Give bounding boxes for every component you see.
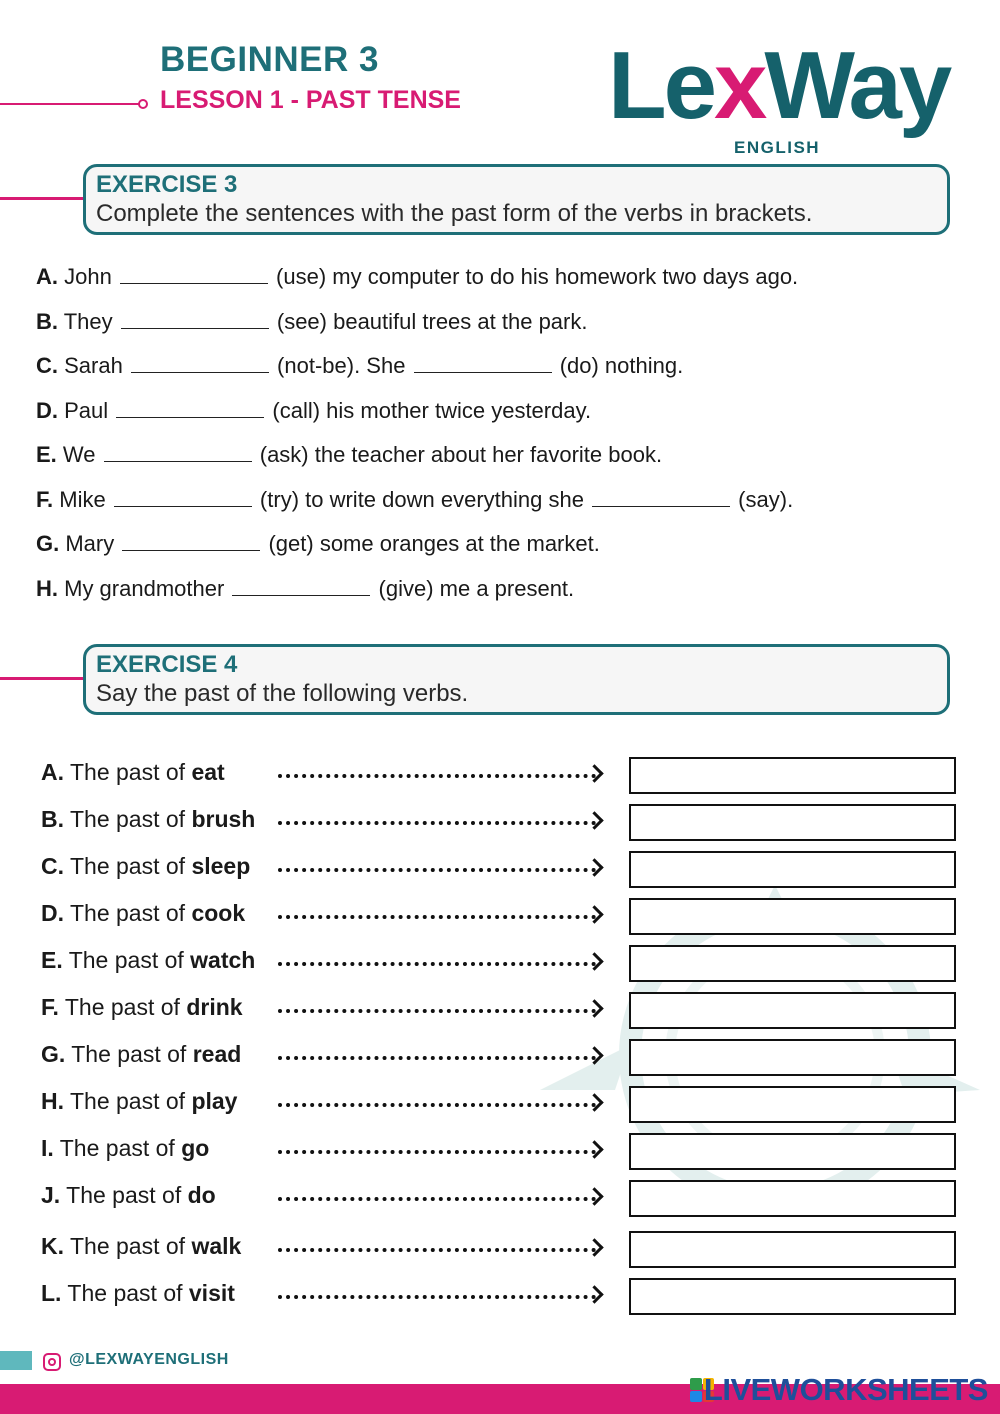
answer-blank[interactable] xyxy=(414,353,552,373)
level-title: BEGINNER 3 xyxy=(160,40,379,79)
arrow-right-icon xyxy=(585,1093,603,1111)
item-text: The past of xyxy=(60,1182,188,1208)
arrow-right-icon xyxy=(585,1238,603,1256)
answer-blank[interactable] xyxy=(116,398,264,418)
answer-blank[interactable] xyxy=(131,353,269,373)
exercise3-sentence xyxy=(36,529,936,574)
lexway-logo xyxy=(608,32,958,157)
sentence-letter: E. xyxy=(36,442,57,467)
dotted-line xyxy=(278,1150,596,1154)
item-text: The past of xyxy=(58,994,187,1020)
item-verb: eat xyxy=(191,759,225,785)
exercise4-label xyxy=(41,806,255,833)
item-text: The past of xyxy=(64,759,192,785)
sentence-text: John xyxy=(58,264,118,289)
answer-input[interactable] xyxy=(629,945,956,982)
logo-text-b: Way xyxy=(764,32,950,139)
item-letter: K. xyxy=(41,1233,64,1259)
answer-blank[interactable] xyxy=(120,264,268,284)
sentence-text: (call) his mother twice yesterday. xyxy=(266,397,592,423)
exercise3-title: EXERCISE 3 xyxy=(96,171,238,198)
item-verb: visit xyxy=(188,1280,235,1306)
arrow-right-icon xyxy=(585,1046,603,1064)
dotted-line xyxy=(278,915,596,919)
item-letter: C. xyxy=(41,853,64,879)
exercise3-accent-line xyxy=(0,197,84,200)
answer-input[interactable] xyxy=(629,898,956,935)
exercise4-instruction: Say the past of the following verbs. xyxy=(96,680,469,707)
exercise4-label xyxy=(41,1280,235,1307)
item-letter: E. xyxy=(41,947,63,973)
answer-input[interactable] xyxy=(629,1180,956,1217)
sentence-text: (see) beautiful trees at the park. xyxy=(270,308,588,334)
sentence-text: Mary xyxy=(59,531,121,556)
exercise4-row xyxy=(0,851,1000,891)
dotted-line xyxy=(278,821,596,825)
sentence-text: (get) some oranges at the market. xyxy=(262,531,600,556)
exercise4-row xyxy=(0,945,1000,985)
item-verb: cook xyxy=(191,900,246,926)
item-verb: go xyxy=(181,1135,210,1161)
answer-input[interactable] xyxy=(629,1231,956,1268)
exercise3-sentence xyxy=(36,262,936,307)
answer-blank[interactable] xyxy=(114,487,252,507)
exercise4-label xyxy=(41,994,243,1021)
item-text: The past of xyxy=(64,853,192,879)
item-text: The past of xyxy=(64,1233,192,1259)
exercise3-sentence xyxy=(36,440,936,485)
item-verb: walk xyxy=(191,1233,242,1259)
answer-blank[interactable] xyxy=(121,309,269,329)
item-verb: do xyxy=(187,1182,216,1208)
item-verb: drink xyxy=(186,994,243,1020)
item-text: The past of xyxy=(65,1041,193,1067)
header-divider-line xyxy=(0,103,140,105)
item-letter: G. xyxy=(41,1041,66,1067)
exercise3-sentence-list xyxy=(36,262,936,618)
sentence-letter: D. xyxy=(36,397,58,423)
item-letter: B. xyxy=(41,806,64,832)
answer-input[interactable] xyxy=(629,757,956,794)
answer-blank[interactable] xyxy=(104,442,252,462)
sentence-text: Mike xyxy=(53,486,112,512)
sentence-text: (not-be). She xyxy=(270,353,412,378)
item-text: The past of xyxy=(61,1280,189,1306)
exercise3-header-box xyxy=(83,164,950,235)
sentence-text: Paul xyxy=(58,397,115,423)
item-text: The past of xyxy=(53,1135,182,1161)
answer-input[interactable] xyxy=(629,1086,956,1123)
exercise4-row xyxy=(0,1278,1000,1318)
sentence-letter: H. xyxy=(36,575,58,601)
item-text: The past of xyxy=(64,900,192,926)
logo-subtitle: ENGLISH xyxy=(734,138,821,157)
arrow-right-icon xyxy=(585,1187,603,1205)
item-verb: brush xyxy=(191,806,256,832)
dotted-line xyxy=(278,1056,596,1060)
answer-input[interactable] xyxy=(629,992,956,1029)
exercise3-sentence xyxy=(36,574,936,619)
arrow-right-icon xyxy=(585,1140,603,1158)
sentence-text: (say). xyxy=(732,486,794,512)
item-text: The past of xyxy=(62,947,191,973)
item-verb: read xyxy=(192,1041,242,1067)
exercise4-row xyxy=(0,1180,1000,1220)
answer-blank[interactable] xyxy=(232,576,370,596)
dotted-line xyxy=(278,1103,596,1107)
sentence-text: (try) to write down everything she xyxy=(253,486,591,512)
exercise4-title: EXERCISE 4 xyxy=(96,651,238,678)
sentence-letter: A. xyxy=(36,264,58,289)
instagram-handle[interactable]: @LEXWAYENGLISH xyxy=(69,1351,229,1368)
exercise3-sentence xyxy=(36,307,936,352)
sentence-letter: F. xyxy=(36,486,54,512)
item-letter: I. xyxy=(41,1135,54,1161)
sentence-text: They xyxy=(58,308,119,334)
dotted-line xyxy=(278,1248,596,1252)
sentence-text: (ask) the teacher about her favorite book. xyxy=(253,442,663,467)
answer-input[interactable] xyxy=(629,1039,956,1076)
sentence-letter: G. xyxy=(36,531,60,556)
item-letter: J. xyxy=(41,1182,61,1208)
answer-blank[interactable] xyxy=(122,531,260,551)
sentence-text: My grandmother xyxy=(58,575,231,601)
footer-accent-tab xyxy=(0,1351,32,1370)
arrow-right-icon xyxy=(585,764,603,782)
exercise3-instruction: Complete the sentences with the past form of the verbs in brackets. xyxy=(96,200,813,227)
exercise4-row xyxy=(0,898,1000,938)
arrow-right-icon xyxy=(585,952,603,970)
exercise4-label xyxy=(41,1135,209,1162)
sentence-text: Sarah xyxy=(58,353,129,378)
answer-input[interactable] xyxy=(629,1133,956,1170)
exercise4-label xyxy=(41,1182,216,1209)
item-letter: H. xyxy=(41,1088,64,1114)
answer-blank[interactable] xyxy=(592,487,730,507)
exercise4-row xyxy=(0,804,1000,844)
dotted-line xyxy=(278,774,596,778)
exercise4-label xyxy=(41,759,225,786)
logo-text-a: Le xyxy=(608,32,715,139)
logo-text-x: x xyxy=(714,32,765,139)
exercise4-label xyxy=(41,1233,241,1260)
dotted-line xyxy=(278,1295,596,1299)
exercise4-row xyxy=(0,1039,1000,1079)
instagram-icon[interactable] xyxy=(43,1353,61,1371)
arrow-right-icon xyxy=(585,1285,603,1303)
exercise4-label xyxy=(41,1041,241,1068)
sentence-text: (use) my computer to do his homework two days ago. xyxy=(269,264,799,289)
exercise4-row xyxy=(0,992,1000,1032)
exercise4-label xyxy=(41,853,250,880)
item-text: The past of xyxy=(64,806,192,832)
answer-input[interactable] xyxy=(629,851,956,888)
item-letter: A. xyxy=(41,759,64,785)
item-text: The past of xyxy=(64,1088,192,1114)
exercise3-sentence xyxy=(36,485,936,530)
sentence-letter: C. xyxy=(36,353,58,378)
item-verb: watch xyxy=(190,947,256,973)
arrow-right-icon xyxy=(585,905,603,923)
exercise4-accent-line xyxy=(0,677,84,680)
arrow-right-icon xyxy=(585,999,603,1017)
lesson-title: LESSON 1 - PAST TENSE xyxy=(160,86,461,114)
answer-input[interactable] xyxy=(629,1278,956,1315)
arrow-right-icon xyxy=(585,811,603,829)
item-letter: D. xyxy=(41,900,64,926)
item-verb: play xyxy=(191,1088,238,1114)
exercise4-row xyxy=(0,1086,1000,1126)
item-letter: L. xyxy=(41,1280,62,1306)
sentence-text: (give) me a present. xyxy=(372,575,575,601)
exercise4-row xyxy=(0,1133,1000,1173)
sentence-text: (do) nothing. xyxy=(553,353,684,378)
exercise3-sentence xyxy=(36,351,936,396)
item-letter: F. xyxy=(41,994,59,1020)
exercise4-label xyxy=(41,947,255,974)
item-verb: sleep xyxy=(191,853,251,879)
dotted-line xyxy=(278,1009,596,1013)
exercise4-row xyxy=(0,757,1000,797)
liveworksheets-brand[interactable]: LIVEWORKSHEETS xyxy=(703,1372,988,1407)
exercise3-sentence xyxy=(36,396,936,441)
exercise4-label xyxy=(41,1088,237,1115)
dotted-line xyxy=(278,868,596,872)
arrow-right-icon xyxy=(585,858,603,876)
sentence-letter: B. xyxy=(36,308,58,334)
exercise4-header-box xyxy=(83,644,950,715)
dotted-line xyxy=(278,1197,596,1201)
sentence-text: We xyxy=(56,442,102,467)
exercise4-label xyxy=(41,900,245,927)
dotted-line xyxy=(278,962,596,966)
header-divider-dot xyxy=(138,99,148,109)
exercise4-row xyxy=(0,1231,1000,1271)
answer-input[interactable] xyxy=(629,804,956,841)
